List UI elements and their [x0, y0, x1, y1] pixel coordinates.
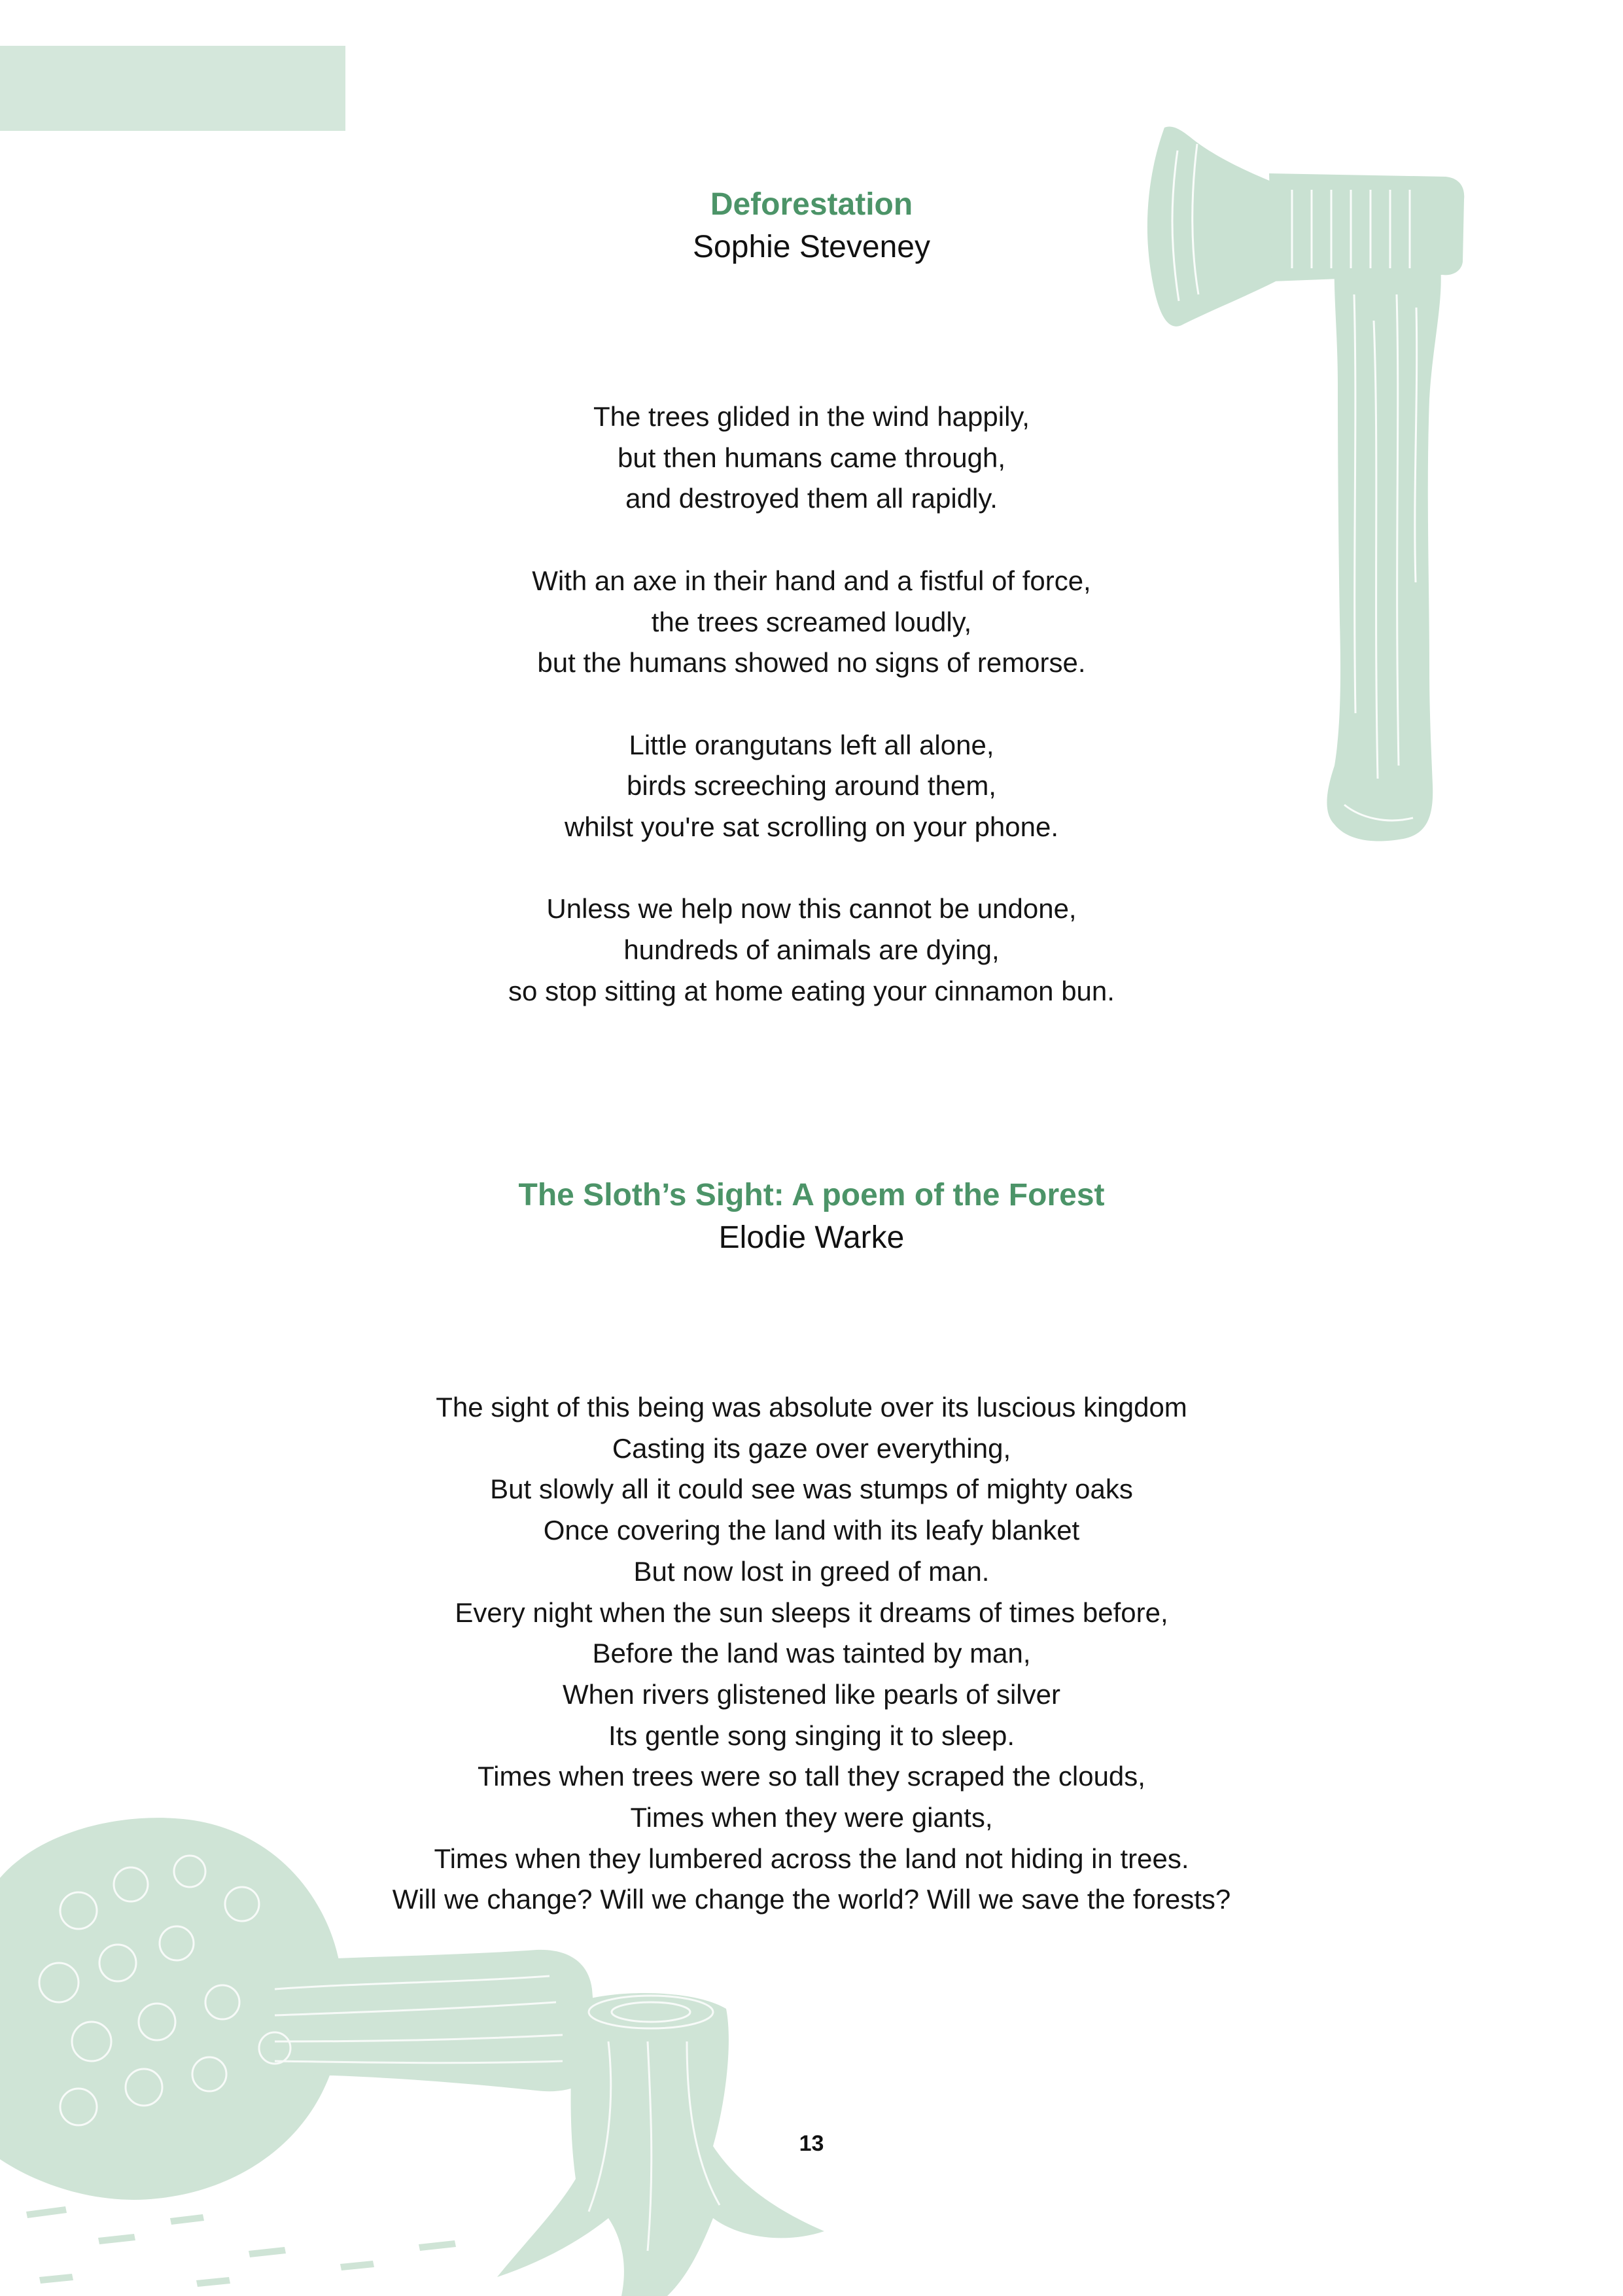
poem-line: The sight of this being was absolute over its luscious kingdom	[436, 1392, 1187, 1422]
poem-line: But now lost in greed of man.	[633, 1555, 990, 1587]
poem-line: Before the land was tainted by man,	[592, 1638, 1031, 1669]
poem-line: and destroyed them all rapidly.	[625, 483, 998, 514]
poem-line: hundreds of animals are dying,	[623, 934, 1000, 966]
stanza	[0, 889, 1623, 1012]
poem-sloths-sight-body	[0, 1387, 1623, 1920]
page-number: 13	[799, 2131, 824, 2156]
poem-line: Times when they lumbered across the land not hiding in trees.	[434, 1843, 1189, 1874]
poem-line: With an axe in their hand and a fistful of force,	[532, 565, 1091, 596]
poem-line: Every night when the sun sleeps it dreams of times before,	[455, 1597, 1168, 1628]
poem-line: But slowly all it could see was stumps of mighty oaks	[490, 1474, 1133, 1505]
poem-deforestation-body	[0, 397, 1623, 1012]
poem-line: Unless we help now this cannot be undone,	[546, 893, 1077, 925]
poem-line: birds screeching around them,	[627, 770, 996, 802]
poem-sloths-sight	[0, 1176, 1623, 1261]
poem-line: Little orangutans left all alone,	[629, 729, 994, 760]
accent-bar	[0, 46, 345, 131]
stanza	[0, 397, 1623, 520]
poem-line: Times when they were giants,	[630, 1802, 993, 1833]
poem-title: Deforestation	[710, 187, 913, 222]
poem-line: The trees glided in the wind happily,	[593, 401, 1030, 432]
poem-line: the trees screamed loudly,	[651, 606, 972, 637]
poem-line: Casting its gaze over everything,	[612, 1432, 1011, 1464]
poem-line: whilst you're sat scrolling on your phone.	[564, 811, 1059, 842]
poem-line: Once covering the land with its leafy blanket	[543, 1515, 1080, 1546]
poem-author: Sophie Steveney	[693, 230, 930, 264]
poem-line: Times when trees were so tall they scraped the clouds,	[478, 1761, 1145, 1792]
poem-line: Will we change? Will we change the world? Will we save the forests?	[392, 1884, 1231, 1915]
poem-title: The Sloth’s Sight: A poem of the Forest	[518, 1178, 1105, 1212]
poem-line: Its gentle song singing it to sleep.	[608, 1720, 1015, 1751]
poem-deforestation	[0, 185, 1623, 270]
poem-line: so stop sitting at home eating your cinnamon bun.	[508, 975, 1115, 1006]
stanza	[0, 725, 1623, 848]
stanza	[0, 561, 1623, 684]
poem-line: but the humans showed no signs of remorse.	[537, 647, 1086, 679]
stanza	[0, 1387, 1623, 1920]
poem-author: Elodie Warke	[718, 1220, 905, 1255]
poem-line: but then humans came through,	[617, 442, 1006, 473]
poem-line: When rivers glistened like pearls of silver	[563, 1678, 1060, 1710]
